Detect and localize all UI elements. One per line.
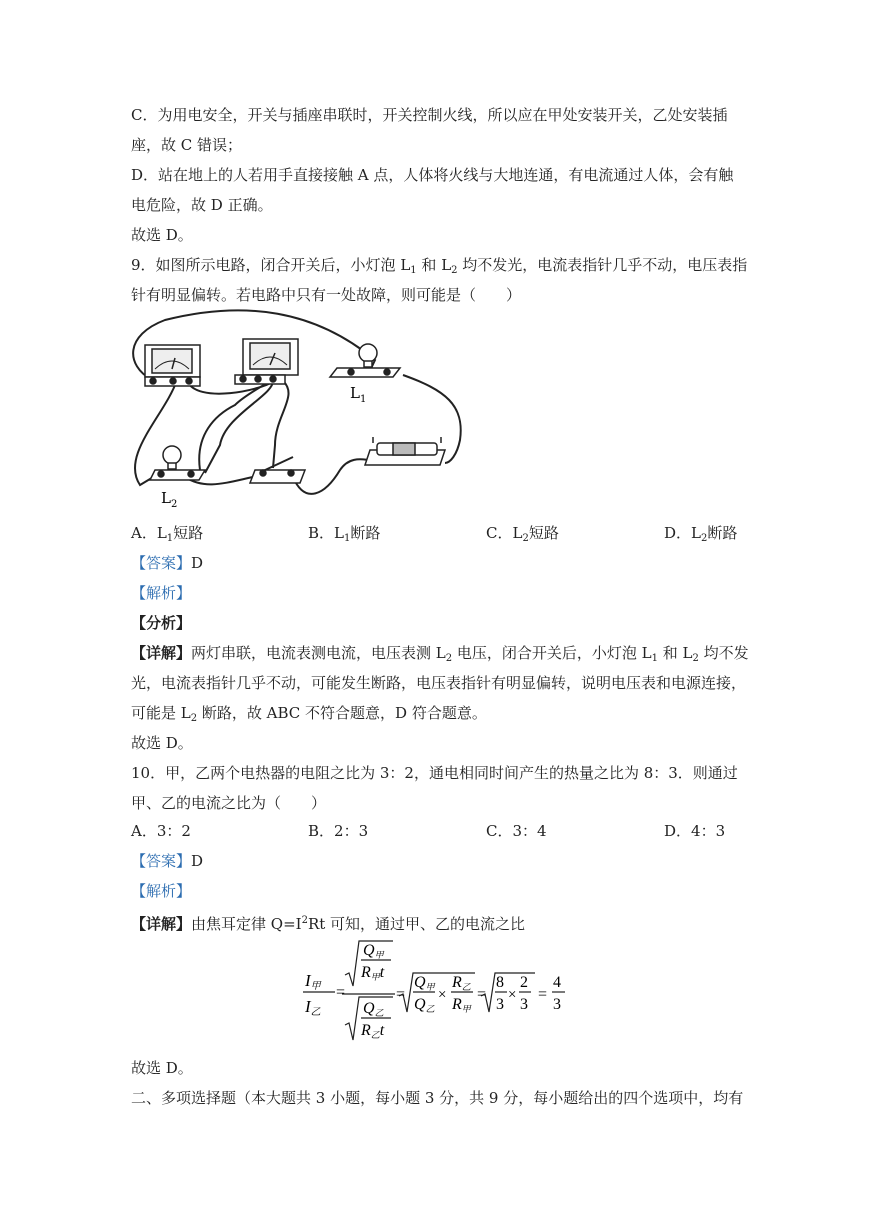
svg-text:8: 8 xyxy=(496,974,504,991)
q10-option-b[interactable]: B．2：3 xyxy=(308,822,369,840)
svg-text:=: = xyxy=(336,984,346,1001)
q10-answer: 【答案】D xyxy=(131,852,204,870)
q10-detail: 【详解】由焦耳定律 $Q=I^2Rt$ 可知，通过甲、乙的电流之比 xyxy=(131,915,526,933)
svg-text:=: = xyxy=(396,986,406,1003)
q9-stem-line1: 9．如图所示电路，闭合开关后，小灯泡 $L_1$ 和 $L_2$ 均不发光，电流表指针几乎不动，电压表指 xyxy=(131,256,748,276)
q10-analysis-tag: 【解析】 xyxy=(131,882,192,900)
l1-label: $L_1$ xyxy=(350,384,367,405)
q10-choose: 故选 D。 xyxy=(131,1059,193,1077)
q9-detail-line2: 光，电流表指针几乎不动，可能发生断路，电压表指针有明显偏转，说明电压表和电源连接， xyxy=(131,674,747,692)
svg-text:R乙: R乙 xyxy=(452,974,471,992)
svg-text:Q乙: Q乙 xyxy=(414,996,435,1014)
q9-answer: 【答案】D xyxy=(131,554,204,572)
l2-label: $L_2$ xyxy=(161,489,178,510)
q10-option-d[interactable]: D．4：3 xyxy=(664,822,726,840)
q10-stem-line2: 甲、乙的电流之比为（ ） xyxy=(131,794,327,812)
lamp-l1 xyxy=(330,344,400,377)
svg-text:Q乙: Q乙 xyxy=(363,1000,384,1018)
q9-option-c[interactable]: C．$L_2$短路 xyxy=(486,524,559,544)
prev-c-line1: C．为用电安全，开关与插座串联时，开关控制火线，所以应在甲处安装开关，乙处安装插 xyxy=(131,106,728,124)
svg-text:I甲: I甲 xyxy=(305,971,321,992)
svg-text:R乙t: R乙t xyxy=(361,1022,385,1040)
svg-text:=: = xyxy=(538,986,548,1003)
q10-option-c[interactable]: C．3：4 xyxy=(486,822,547,840)
current-ratio-formula xyxy=(295,937,585,1047)
svg-text:Q甲: Q甲 xyxy=(414,974,435,992)
svg-text:Q甲: Q甲 xyxy=(363,942,384,960)
circuit-diagram xyxy=(125,305,470,510)
prev-choose: 故选 D。 xyxy=(131,226,193,244)
svg-text:2: 2 xyxy=(520,974,528,991)
q9-detail-line3: 可能是 $L_2$ 断路，故 ABC 不符合题意，D 符合题意。 xyxy=(131,704,487,724)
prev-c-line2: 座，故 C 错误； xyxy=(131,136,243,154)
prev-d-line1: D．站在地上的人若用手直接接触 A 点，人体将火线与大地连通，有电流通过人体，会有触 xyxy=(131,166,734,184)
q9-fenxi-tag: 【分析】 xyxy=(131,614,192,632)
prev-d-line2: 电危险，故 D 正确。 xyxy=(131,196,273,214)
lamp-l2 xyxy=(150,446,205,480)
svg-text:×: × xyxy=(508,987,517,1003)
q9-option-b[interactable]: B．$L_1$断路 xyxy=(308,524,381,544)
svg-text:I乙: I乙 xyxy=(305,997,321,1018)
switch xyxy=(250,457,305,483)
svg-text:R甲t: R甲t xyxy=(361,964,385,982)
svg-text:=: = xyxy=(477,986,487,1003)
ammeter xyxy=(145,345,200,386)
battery xyxy=(365,437,445,465)
q10-stem-line1: 10．甲，乙两个电热器的电阻之比为 3：2，通电相同时间产生的热量之比为 8：3．则通过 xyxy=(131,764,738,782)
q10-option-a[interactable]: A．3：2 xyxy=(131,822,191,840)
q9-analysis-tag: 【解析】 xyxy=(131,584,192,602)
svg-text:3: 3 xyxy=(553,996,561,1013)
q9-option-a[interactable]: A．$L_1$短路 xyxy=(131,524,204,544)
svg-text:3: 3 xyxy=(496,996,504,1013)
voltmeter xyxy=(235,339,298,384)
section2-heading: 二、多项选择题（本大题共 3 小题，每小题 3 分，共 9 分，每小题给出的四个选项中，均有 xyxy=(131,1089,744,1107)
svg-text:4: 4 xyxy=(553,974,561,991)
svg-text:×: × xyxy=(438,987,447,1003)
svg-text:3: 3 xyxy=(520,996,528,1013)
q9-option-d[interactable]: D．$L_2$断路 xyxy=(664,524,738,544)
q9-detail-line1: 【详解】两灯串联，电流表测电流，电压表测 $L_2$ 电压，闭合开关后，小灯泡 $L_1$ 和 $L_2$ 均不发 xyxy=(131,644,749,664)
svg-text:R甲: R甲 xyxy=(452,996,471,1014)
q9-stem-line2: 针有明显偏转。若电路中只有一处故障，则可能是（ ） xyxy=(131,286,522,304)
q9-choose: 故选 D。 xyxy=(131,734,193,752)
